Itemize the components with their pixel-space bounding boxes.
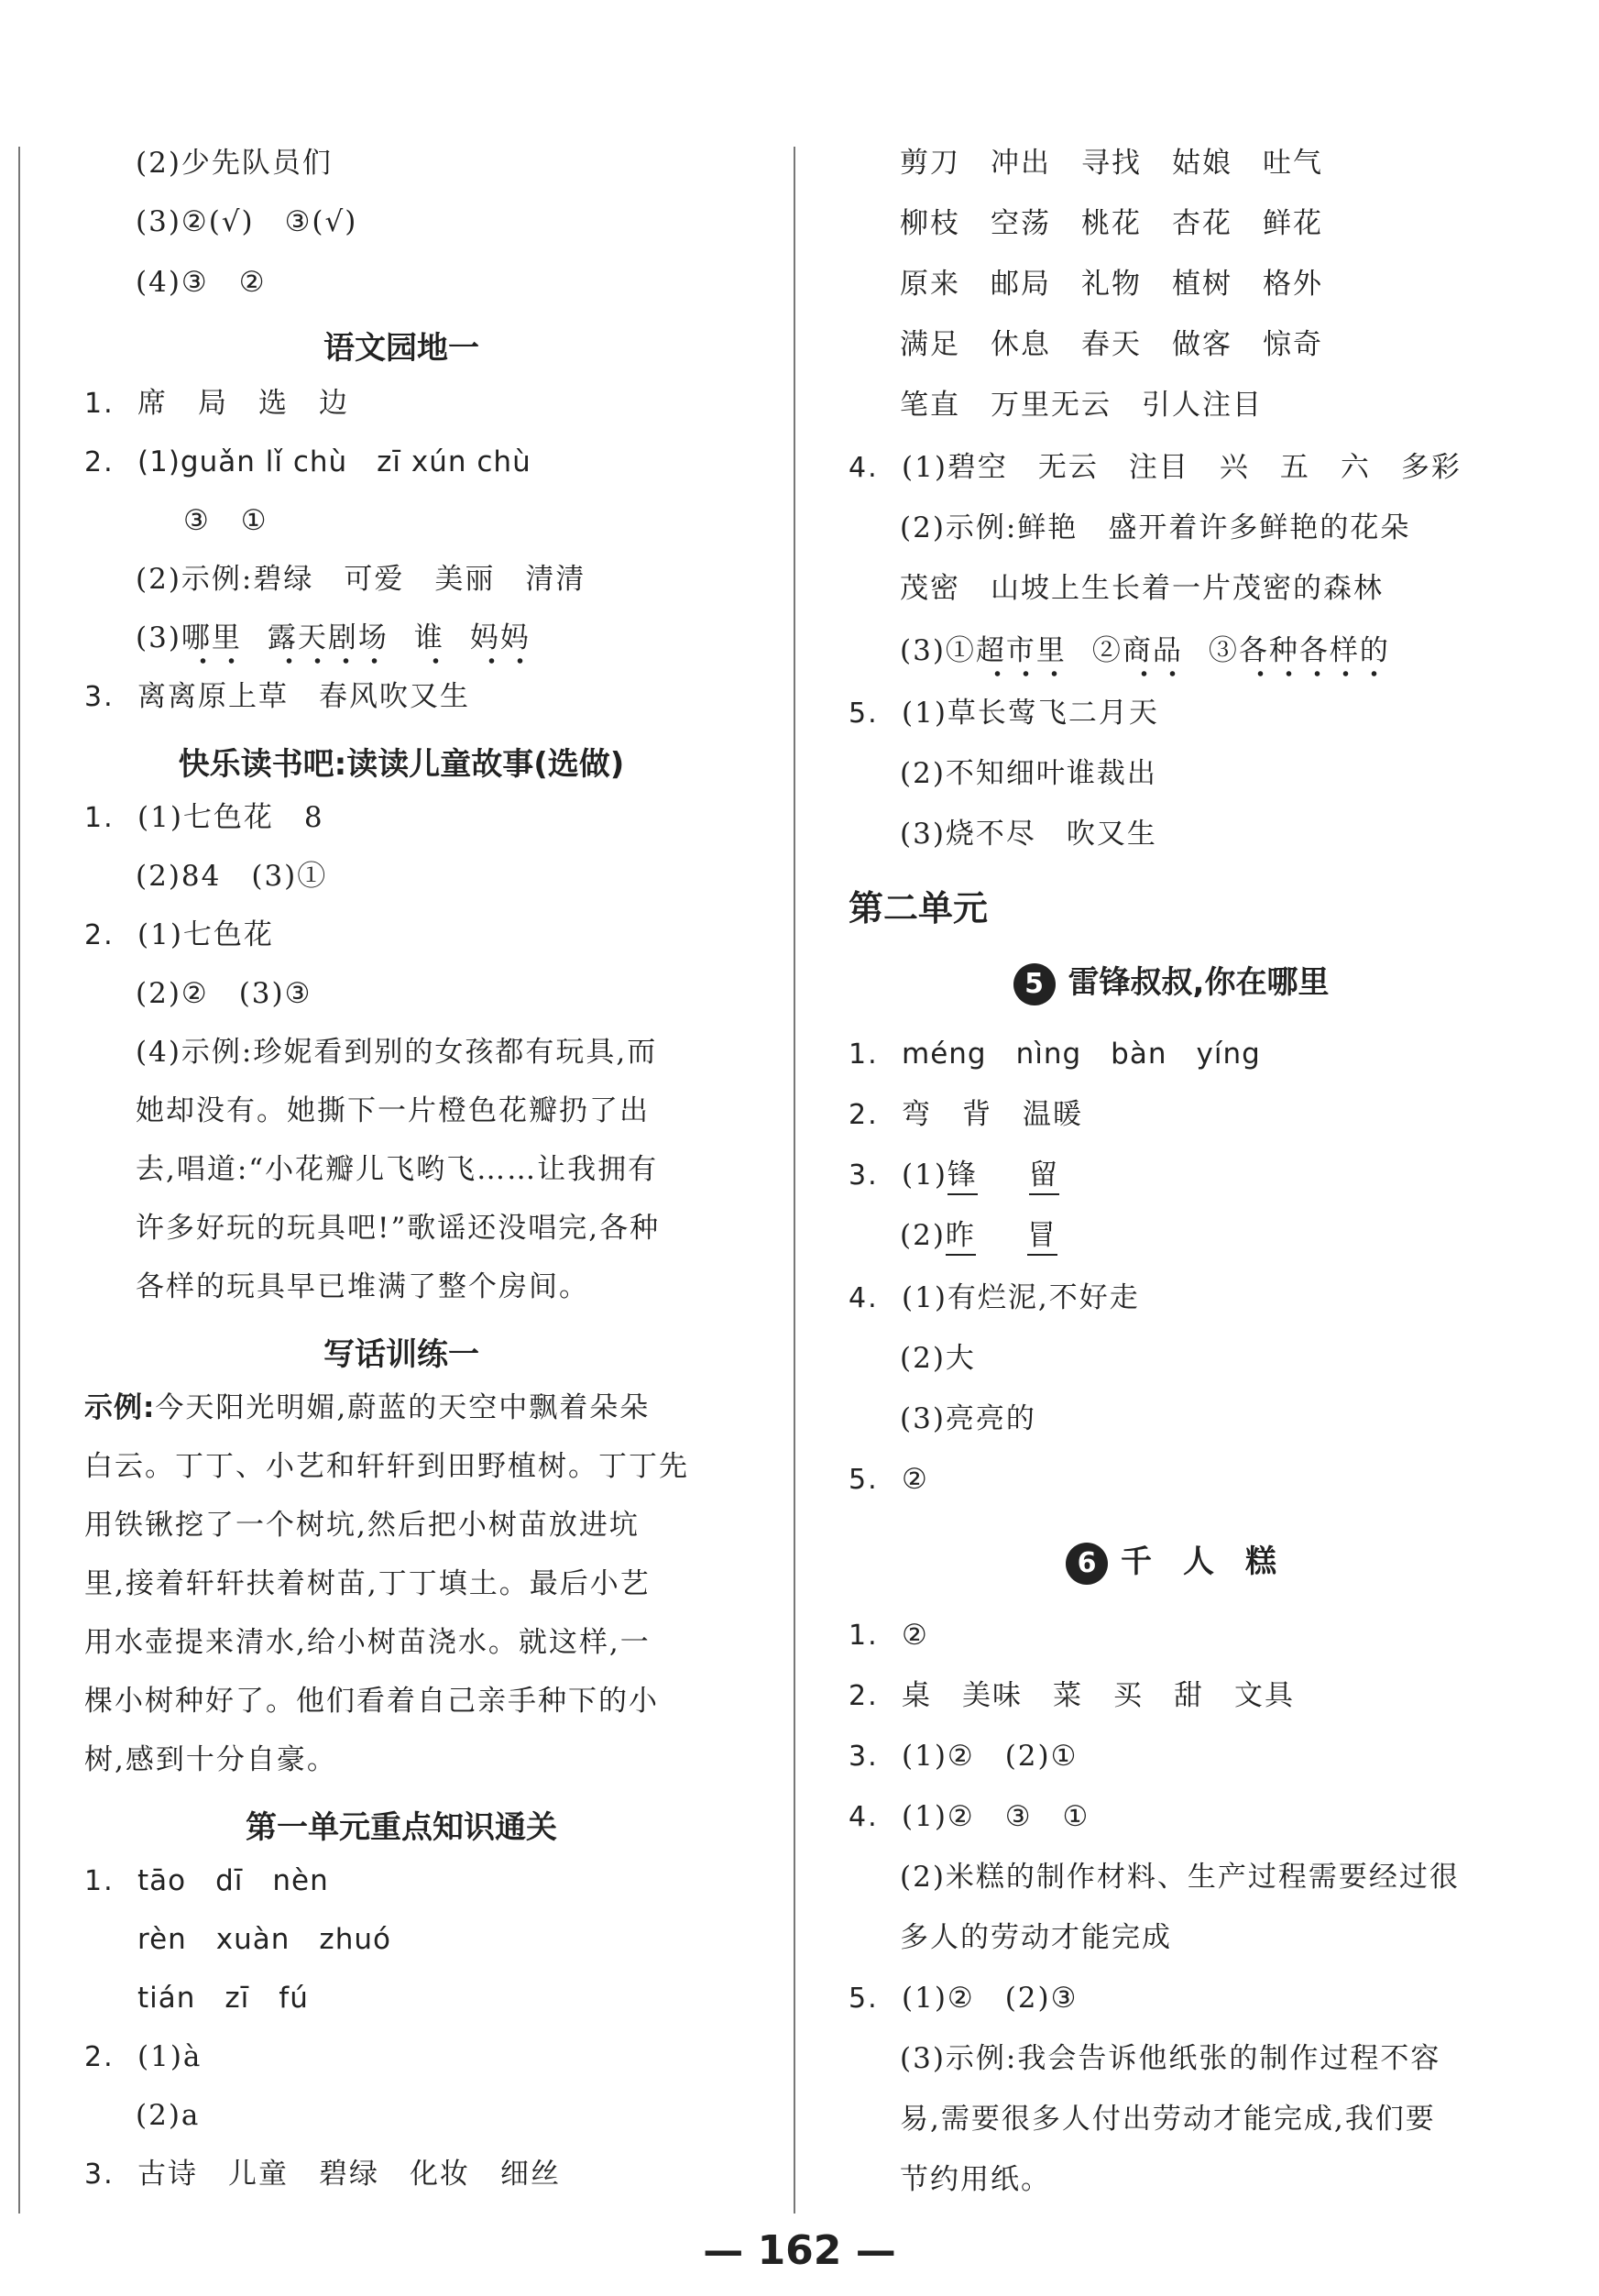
answer-line: 许多好玩的玩具吧!”歌谣还没唱完,各种 xyxy=(136,1212,661,1245)
question-3 xyxy=(849,1157,1059,1194)
question-number: 3. xyxy=(849,1741,879,1773)
answer-line: 她却没有。她撕下一片橙色花瓣扔了出 xyxy=(136,1094,650,1127)
question-1 xyxy=(84,799,324,837)
question-2 xyxy=(84,444,531,481)
dotted-word: 超市里 xyxy=(975,634,1067,667)
sub-label: ③ xyxy=(1208,634,1239,667)
answer-line: 易,需要很多人付出劳动才能完成,我们要 xyxy=(900,2103,1436,2136)
dotted-word: 各种各样的 xyxy=(1238,634,1390,667)
question-number: 1. xyxy=(849,1620,879,1652)
pinyin-answer: méng nìng bàn yíng xyxy=(902,1038,1261,1071)
question-3 xyxy=(84,678,470,716)
question-1 xyxy=(84,1862,329,1900)
answer-text: 离离原上草 春风吹又生 xyxy=(137,680,470,713)
question-3 xyxy=(849,1738,1078,1775)
question-number: 2. xyxy=(849,1099,879,1131)
example-paragraph-line: 树,感到十分自豪。 xyxy=(84,1743,337,1776)
pinyin-answer: tāo dī nèn xyxy=(137,1864,329,1897)
question-number: 3. xyxy=(84,2159,115,2191)
example-paragraph-line: 里,接着轩轩扶着树苗,丁丁填土。最后小艺 xyxy=(84,1567,651,1600)
question-number: 2. xyxy=(84,2041,115,2073)
answer-text: (1)② ③ ① xyxy=(902,1800,1090,1833)
answer-text: (1)草长莺飞二月天 xyxy=(902,697,1159,730)
underlined-char: 冒 xyxy=(1027,1219,1057,1256)
answer-text: 今天阳光明媚,蔚蓝的天空中飘着朵朵 xyxy=(155,1391,651,1424)
answer-text: (1)有烂泥,不好走 xyxy=(902,1281,1140,1314)
answer-line: (3)示例:我会告诉他纸张的制作过程不容 xyxy=(900,2042,1441,2075)
section-heading-kuaile-dushuba: 快乐读书吧:读读儿童故事(选做) xyxy=(178,746,625,783)
lesson-title-6 xyxy=(850,1536,1492,1585)
example-paragraph-line xyxy=(84,1390,650,1426)
word-list-line: 原来 邮局 礼物 植树 格外 xyxy=(900,268,1323,301)
question-number: 1. xyxy=(84,802,115,834)
pinyin-answer: (1)guǎn lǐ chù zī xún chù xyxy=(137,445,531,478)
answer-line: ③ ① xyxy=(183,504,268,537)
answer-text: (1)碧空 无云 注目 兴 五 六 多彩 xyxy=(902,451,1462,484)
question-1 xyxy=(84,385,349,423)
question-1 xyxy=(849,1036,1261,1073)
answer-line: 多人的劳动才能完成 xyxy=(900,1921,1172,1954)
lesson-title-5 xyxy=(850,957,1492,1005)
answer-line: (2)少先队员们 xyxy=(136,147,333,180)
dotted-word: 露天剧场 xyxy=(267,621,389,654)
question-2 xyxy=(849,1096,1083,1134)
dotted-word: 妈妈 xyxy=(469,621,531,654)
underlined-char: 锋 xyxy=(947,1159,978,1195)
pinyin-answer: tián zī fú xyxy=(137,1982,309,2015)
answer-line: (2)示例:鲜艳 盛开着许多鲜艳的花朵 xyxy=(900,511,1411,544)
lesson-number-badge: 5 xyxy=(1013,963,1056,1005)
question-number: 4. xyxy=(849,1801,879,1833)
answer-text: (1)七色花 xyxy=(137,918,274,951)
example-label: 示例: xyxy=(84,1391,156,1424)
word-list-line: 剪刀 冲出 寻找 姑娘 吐气 xyxy=(900,147,1323,180)
answer-line: (4)示例:珍妮看到别的女孩都有玩具,而 xyxy=(136,1036,658,1069)
answer-text: ② xyxy=(902,1463,929,1496)
section-heading-xiehua-xunlian-1: 写话训练一 xyxy=(323,1336,479,1373)
underlined-char: 留 xyxy=(1029,1159,1059,1195)
question-1 xyxy=(849,1617,929,1654)
answer-line: (2)大 xyxy=(900,1342,976,1375)
answer-line: (2)米糕的制作材料、生产过程需要经过很 xyxy=(900,1861,1460,1894)
column-divider xyxy=(794,147,795,2214)
question-number: 4. xyxy=(849,1282,879,1314)
unit-title-2: 第二单元 xyxy=(849,888,989,928)
example-paragraph-line: 用铁锹挖了一个树坑,然后把小树苗放进坑 xyxy=(84,1509,640,1542)
answer-line: (2)a xyxy=(136,2099,201,2132)
answer-line-dotted xyxy=(136,620,531,656)
question-number: 5. xyxy=(849,1464,879,1496)
dotted-word: 谁 xyxy=(413,621,444,654)
lesson-title-text: 雷锋叔叔,你在哪里 xyxy=(1068,964,1330,1001)
question-4 xyxy=(849,1280,1140,1317)
word-list-line: 满足 休息 春天 做客 惊奇 xyxy=(900,328,1323,361)
example-paragraph-line: 用水壶提来清水,给小树苗浇水。就这样,一 xyxy=(84,1626,651,1659)
pinyin-answer: rèn xuàn zhuó xyxy=(137,1923,391,1956)
answer-line: (3)②(√) ③(√) xyxy=(136,205,358,238)
question-number: 5. xyxy=(849,1983,879,2015)
answer-text: (1)② (2)① xyxy=(902,1740,1079,1773)
section-heading-unit1-review: 第一单元重点知识通关 xyxy=(246,1809,557,1846)
question-number: 1. xyxy=(849,1038,879,1071)
question-4 xyxy=(849,1798,1090,1836)
question-5 xyxy=(849,695,1159,732)
question-number: 1. xyxy=(84,1865,115,1897)
question-number: 3. xyxy=(84,681,115,713)
answer-line: 茂密 山坡上生长着一片茂密的森林 xyxy=(900,572,1384,605)
sub-label: (2) xyxy=(900,1219,946,1252)
answer-line: 去,唱道:“小花瓣儿飞哟飞……让我拥有 xyxy=(136,1153,659,1186)
question-number: 3. xyxy=(849,1159,879,1192)
answer-line: 各样的玩具早已堆满了整个房间。 xyxy=(136,1270,589,1303)
question-5 xyxy=(849,1461,929,1499)
lesson-title-text: 千 人 糕 xyxy=(1121,1543,1276,1580)
answer-line: (2)不知细叶谁裁出 xyxy=(900,757,1157,790)
question-3 xyxy=(84,2156,561,2193)
page-number: — 162 — xyxy=(703,2227,896,2274)
answer-line: (3)亮亮的 xyxy=(900,1402,1036,1435)
sub-label: (3) xyxy=(136,621,181,654)
left-margin-rule xyxy=(18,147,20,2214)
answer-line-dotted xyxy=(900,632,1390,669)
question-number: 5. xyxy=(849,698,879,730)
dotted-word: 商品 xyxy=(1122,634,1183,667)
word-list-line: 柳枝 空荡 桃花 杏花 鲜花 xyxy=(900,207,1323,240)
question-2 xyxy=(84,2038,202,2076)
lesson-number-badge: 6 xyxy=(1066,1543,1108,1585)
answer-text: 弯 背 温暖 xyxy=(902,1098,1083,1131)
question-number: 1. xyxy=(84,388,115,420)
example-paragraph-line: 棵小树种好了。他们看着自己亲手种下的小 xyxy=(84,1685,659,1718)
question-number: 2. xyxy=(84,919,115,951)
question-number: 2. xyxy=(84,446,115,478)
sub-label: (3)① xyxy=(900,634,976,667)
answer-text: 桌 美味 菜 买 甜 文具 xyxy=(902,1679,1295,1712)
sub-label: (1) xyxy=(902,1159,947,1192)
question-number: 4. xyxy=(849,452,879,484)
answer-text: ② xyxy=(902,1619,929,1652)
word-list-line: 笔直 万里无云 引人注目 xyxy=(900,389,1263,422)
answer-line: (3)烧不尽 吹又生 xyxy=(900,818,1157,851)
answer-line xyxy=(900,1217,1057,1254)
section-heading-yuwen-yuandi-1: 语文园地一 xyxy=(323,330,479,367)
answer-text: (1)à xyxy=(137,2040,203,2073)
answer-text: (1)② (2)③ xyxy=(902,1982,1079,2015)
answer-text: 席 局 选 边 xyxy=(137,387,349,420)
answer-text: (1)七色花 8 xyxy=(137,801,324,834)
question-2 xyxy=(849,1677,1295,1715)
sub-label: ② xyxy=(1091,634,1123,667)
example-paragraph-line: 白云。丁丁、小艺和轩轩到田野植树。丁丁先 xyxy=(84,1450,689,1483)
answer-text: 古诗 儿童 碧绿 化妆 细丝 xyxy=(137,2158,561,2191)
question-4 xyxy=(849,449,1462,487)
question-5 xyxy=(849,1980,1078,2017)
question-number: 2. xyxy=(849,1680,879,1712)
dotted-word: 哪里 xyxy=(181,621,242,654)
answer-line: (4)③ ② xyxy=(136,266,267,299)
answer-line: (2)示例:碧绿 可爱 美丽 清清 xyxy=(136,563,586,596)
question-2 xyxy=(84,917,274,954)
answer-line: (2)84 (3)① xyxy=(136,860,328,893)
underlined-char: 昨 xyxy=(946,1219,976,1256)
answer-line: (2)② (3)③ xyxy=(136,977,312,1010)
answer-line: 节约用纸。 xyxy=(900,2163,1051,2196)
